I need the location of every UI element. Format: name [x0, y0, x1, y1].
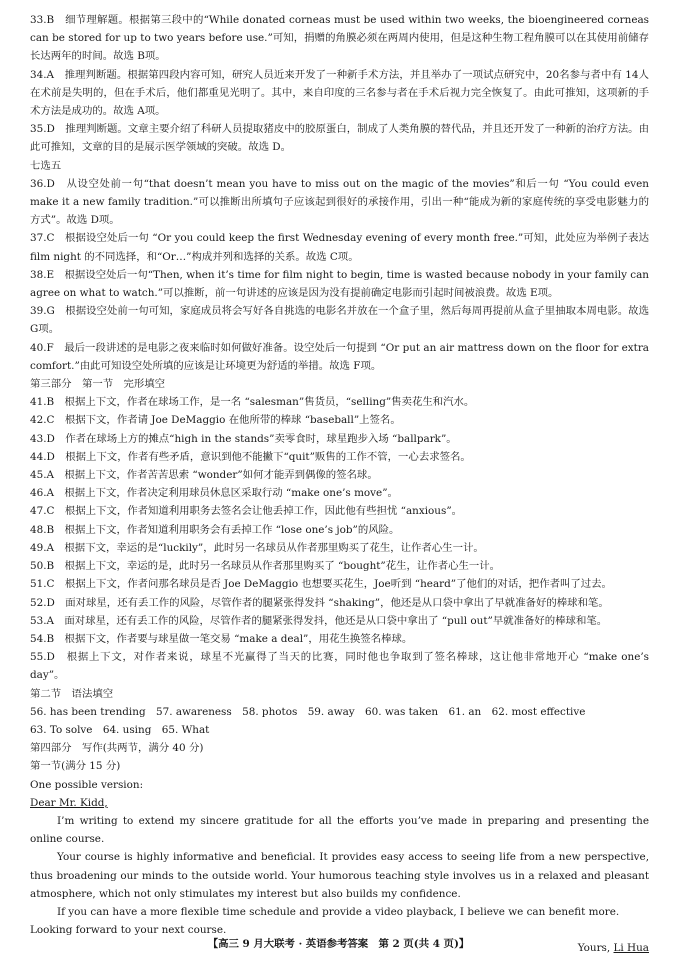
letter-closing-line: Looking forward to your next course. — [30, 924, 227, 937]
answer-39: 39.G 根据设空处前一句可知，家庭成员将会写好各自挑选的电影名并放在一个盒子里，然后每周再提前从盒子里抽取本周电影。故选 G项。 — [30, 305, 649, 336]
letter-signoff: Yours, — [577, 942, 611, 955]
seven-choose-five-answers — [30, 175, 649, 375]
letter-salutation: Dear Mr. Kidd, — [30, 796, 108, 809]
answer-40: 40.F 最后一段讲述的是电影之夜来临时如何做好准备。设空处后一句提到 “Or put an air mattress down on the floor for extra comfort.”由此可知设空处所填的应该是让环境更为舒适的举措。故选 F项。 — [30, 341, 649, 372]
answer-55: 55.D 根据上下文，对作者来说，球星不光赢得了当天的比赛，同时他也争取到了签名棒球，这让他非常地开心 “make one’s day”。 — [30, 651, 649, 682]
grammar-answers-line-1: 56. has been trending 57. awareness 58. photos 59. away 60. was taken 61. an 62. most effective — [30, 705, 586, 718]
answer-43: 43.D 作者在球场上方的摊点“high in the stands”卖零食时，球星跑步入场 “ballpark”。 — [30, 432, 457, 445]
answer-50: 50.B 根据上下文，幸运的是，此时另一名球员从作者那里购买了 “bought”花生，让作者心生一计。 — [30, 560, 501, 573]
letter-paragraph-2: Your course is highly informative and beneficial. It provides easy access to seeing life from a new perspective, thus broadening our minds to the outside world. Your humorous teaching style involves us in a relaxed and pleasant atmosphere, which not only stimulates my interest but also builds my confidence. — [30, 851, 649, 900]
section-heading-writing: 第四部分 写作(共两节，满分 40 分) — [30, 742, 204, 755]
answer-35: 35.D 推理判断题。文章主要介绍了科研人员提取猪皮中的胶原蛋白，制成了人类角膜的替代品，并且还开发了一种新的治疗方法。由此可推知，文章的目的是展示医学领域的突破。故选 D。 — [30, 123, 649, 154]
answer-49: 49.A 根据下文，幸运的是“luckily”，此时另一名球员从作者那里购买了花生，让作者心生一计。 — [30, 541, 484, 554]
answer-36: 36.D 从设空处前一句“that doesn’t mean you have to miss out on the magic of the movies”和后一句 “You could even make it a new family tradition.”可以推断出所填句子应该起到很好的承接作用，引出一种“能成为新的家庭传统的享受电影魅力的方式”。故选 D项。 — [30, 177, 649, 227]
letter-intro: One possible version: — [30, 778, 144, 791]
section-heading-part-one: 第一节(满分 15 分) — [30, 760, 121, 773]
reading-answers — [30, 11, 649, 157]
answer-45: 45.A 根据上下文，作者苦苦思索 “wonder”如何才能弄到偶像的签名球。 — [30, 469, 378, 482]
letter-paragraph-1: I’m writing to extend my sincere gratitude for all the efforts you’ve made in preparing and presenting the online course. — [30, 814, 649, 846]
answer-34: 34.A 推理判断题。根据第四段内容可知，研究人员近来开发了一种新手术方法，并且举办了一项试点研究中，20名参与者中有 14人在术前是失明的，但在手术后，他们都重见光明了。其中，来自印度的三名参与者在手术后视力完全恢复了。由此可推知，这项新的手术方法是成功的。故选 A项。 — [30, 68, 649, 118]
section-heading-qixuanwu: 七选五 — [30, 159, 62, 172]
grammar-answers-line-2: 63. To solve 64. using 65. What — [30, 723, 210, 736]
letter-signature: Li Hua — [613, 942, 649, 955]
answer-47: 47.C 根据上下文，作者知道利用职务去签名会让他丢掉工作，因此他有些担忧 “anxious”。 — [30, 505, 463, 518]
sample-letter — [30, 776, 649, 958]
answer-38: 38.E 根据设空处后一句“Then, when it’s time for film night to begin, time is wasted because nobody in your family can agree on what to watch.”可以推断，前一句讲述的应该是因为没有提前确定电影而引起时间被浪费。故选 E项。 — [30, 268, 649, 300]
answer-51: 51.C 根据上下文，作者问那名球员是否 Joe DeMaggio 也想要买花生，Joe听到 “heard”了他们的对话，把作者叫了过去。 — [30, 578, 612, 591]
section-heading-grammar: 第二节 语法填空 — [30, 687, 114, 700]
answer-41: 41.B 根据上下文，作者在球场工作，是一名 “salesman”售货员，“selling”售卖花生和汽水。 — [30, 396, 475, 409]
answer-42: 42.C 根据下文，作者请 Joe DeMaggio 在他所带的棒球 “baseball”上签名。 — [30, 414, 401, 427]
answer-key-page — [30, 11, 649, 958]
page-footer — [0, 935, 677, 950]
answer-46: 46.A 根据上下文，作者决定利用球员休息区采取行动 “make one’s move”。 — [30, 487, 398, 500]
letter-paragraph-3: If you can have a more flexible time schedule and provide a video playback, I believe we can benefit more. — [57, 905, 620, 918]
answer-53: 53.A 面对球星，还有丢工作的风险，尽管作者的腿紧张得发抖，他还是从口袋中拿出了 “pull out”早就准备好的棒球和笔。 — [30, 614, 608, 627]
answer-44: 44.D 根据上下文，作者有些矛盾，意识到他不能撇下“quit”贩售的工作不管，一心去求签名。 — [30, 450, 471, 463]
answer-54: 54.B 根据下文，作者要与球星做一笔交易 “make a deal”，用花生换签名棒球。 — [30, 632, 413, 645]
answer-52: 52.D 面对球星，还有丢工作的风险，尽管作者的腿紧张得发抖 “shaking”，他还是从口袋中拿出了早就准备好的棒球和笔。 — [30, 596, 609, 609]
answer-48: 48.B 根据上下文，作者知道利用职务会有丢掉工作 “lose one’s job”的风险。 — [30, 523, 400, 536]
answer-33: 33.B 细节理解题。根据第三段中的“While donated corneas must be used within two weeks, the bioengineered corneas can be stored for up to two years before use.”可知，捐赠的角膜必须在两周内使用，但是这种生物工程角膜可以在其使用前储存长达两年的时间。故选 B项。 — [30, 14, 649, 63]
section-heading-cloze: 第三部分 第一节 完形填空 — [30, 378, 166, 391]
answer-37: 37.C 根据设空处后一句 “Or you could keep the first Wednesday evening of every month free.”可知，此处应为举例子表达 film night 的不同选择，和“Or…”构成并列和选择的关系。故选 C项。 — [30, 232, 649, 263]
cloze-answers — [30, 393, 649, 684]
footer-title: 【高三 9 月大联考 · 英语参考答案 第 2 页(共 4 页)】 — [207, 938, 470, 950]
